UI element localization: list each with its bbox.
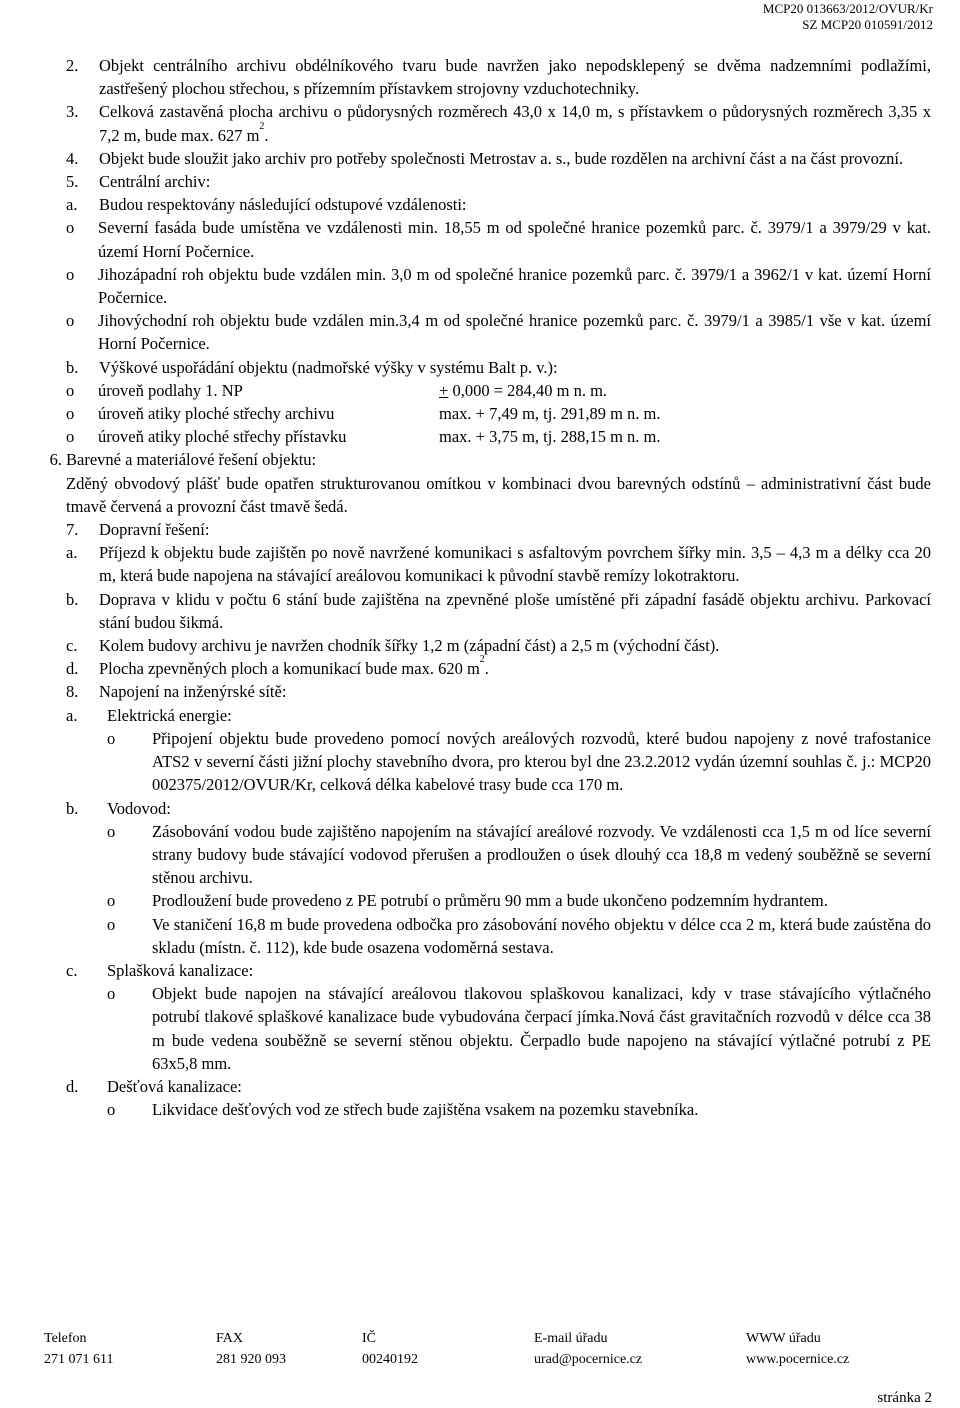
sub-text xyxy=(99,654,931,680)
group-a xyxy=(66,704,931,727)
sub-item xyxy=(66,588,931,634)
bullet-text: Objekt bude napojen na stávající areálovou tlakovou splaškovou kanalizaci, kdy v trase stávajícího výtlačného potrubí tlakové splaškové kanalizace bude vybudována čerpací jímka.Nová část gravitačních rozvodů v délce cca 38 m bude vedena souběžně se severní stěnou objektu. Čerpadlo bude napojeno na stávající výtlačné potrubí z PE 63x5,8 mm. xyxy=(152,984,931,1073)
bullet-mark: o xyxy=(107,821,116,841)
bullet-text: Jihovýchodní roh objektu bude vzdálen min.3,4 m od společné hranice pozemků parc. č. 3979/1 a 3985/1 vše v kat. území Horní Počernice. xyxy=(98,311,931,354)
item-text xyxy=(99,100,931,146)
level-cells xyxy=(98,402,931,425)
footer-ico: 00240192 xyxy=(362,1352,418,1367)
item-5 xyxy=(66,170,931,193)
level-cells xyxy=(98,425,931,448)
sub-item xyxy=(66,654,931,680)
group-mark: d. xyxy=(66,1076,79,1096)
item-number: 8. xyxy=(66,682,79,702)
sub-text: Příjezd k objektu bude zajištěn po nově navržené komunikaci s asfaltovým povrchem šířky min. 3,5 – 4,3 m a délky cca 20 m, která bude napojena na stávající areálovou komunikaci k původní stavbě remízy lokotraktoru. xyxy=(99,543,931,586)
bullet-text: Severní fasáda bude umístěna ve vzdálenosti min. 18,55 m od společné hranice pozemků parc. č. 3979/1 a 3979/29 v kat. území Horní Počernice. xyxy=(98,218,931,261)
sub-mark: d. xyxy=(66,659,79,679)
group-d xyxy=(66,1075,931,1098)
bullet-text: Připojení objektu bude provedeno pomocí nových areálových rozvodů, které budou napojeny z nové trafostanice ATS2 v severní části jižní plochy stavebního dvora, pro kterou byl dne 23.2.2012 vydán územní souhlas č. j.: MCP20 002375/2012/OVUR/Kr, celková délka kabelové trasy bude cca 170 m. xyxy=(152,728,931,795)
item-5-b xyxy=(66,356,931,379)
group-c xyxy=(66,959,931,982)
bullet-item xyxy=(66,263,931,309)
group-mark: c. xyxy=(66,960,78,980)
group-b xyxy=(66,797,931,820)
page-footer xyxy=(44,1328,904,1370)
bullet-mark: o xyxy=(107,914,116,934)
item-number: 4. xyxy=(66,148,79,168)
footer-labels xyxy=(44,1328,904,1349)
footer-label-phone: Telefon xyxy=(44,1331,87,1346)
bullet-text: Jihozápadní roh objektu bude vzdálen min. 3,0 m od společné hranice pozemků parc. č. 3979/1 a 3962/1 v kat. území Horní Počernice. xyxy=(98,264,931,308)
item-number: 5. xyxy=(66,172,79,192)
reference-line-2: SZ MCP20 010591/2012 xyxy=(802,17,933,32)
footer-label-www: WWW úřadu xyxy=(746,1331,821,1346)
bullet-mark: o xyxy=(66,427,75,447)
level-value xyxy=(439,379,931,402)
footer-label-email: E-mail úřadu xyxy=(534,1331,608,1346)
group-bullet xyxy=(66,913,931,959)
level-label: úroveň podlahy 1. NP xyxy=(98,380,243,400)
level-value-text: 0,000 = 284,40 m n. m. xyxy=(448,380,608,400)
footer-phone: 271 071 611 xyxy=(44,1352,114,1367)
footer-label-fax: FAX xyxy=(216,1331,243,1346)
sub-mark: b. xyxy=(66,589,79,609)
bullet-mark: o xyxy=(107,1100,116,1120)
item-number: 7. xyxy=(66,520,79,540)
superscript: 2 xyxy=(479,654,485,666)
bullet-mark: o xyxy=(66,264,75,284)
sub-text: Doprava v klidu v počtu 6 stání bude zajištěna na zpevněné ploše umístěné při západní fasádě objektu archivu. Parkovací stání budou šikmá. xyxy=(99,589,931,632)
superscript: 2 xyxy=(259,120,265,132)
footer-fax: 281 920 093 xyxy=(216,1352,286,1367)
group-bullet xyxy=(66,982,931,1075)
item-text-main: Celková zastavěná plocha archivu o půdorysných rozměrech 43,0 x 14,0 m, s přístavkem o půdorysných rozměrech 3,35 x 7,2 m, bude max. 627 m xyxy=(99,102,931,145)
group-title: Vodovod: xyxy=(107,798,171,818)
sub-text: Budou respektovány následující odstupové vzdálenosti: xyxy=(99,195,467,215)
item-title: Dopravní řešení: xyxy=(99,520,210,540)
document-body xyxy=(49,54,931,1121)
bullet-mark: o xyxy=(107,984,116,1004)
sub-text: Kolem budovy archivu je navržen chodník šířky 1,2 m (západní část) a 2,5 m (východní část). xyxy=(99,636,720,656)
item-4 xyxy=(66,147,931,170)
page-number: stránka 2 xyxy=(877,1390,932,1406)
reference-numbers xyxy=(763,1,933,33)
item-title: Napojení na inženýrské sítě: xyxy=(99,682,287,702)
level-value: max. + 3,75 m, tj. 288,15 m n. m. xyxy=(439,427,661,447)
group-bullet xyxy=(66,889,931,912)
sub-text-main: Plocha zpevněných ploch a komunikací bude max. 620 m xyxy=(99,659,480,679)
footer-www[interactable]: www.pocernice.cz xyxy=(746,1352,850,1367)
item-6 xyxy=(33,448,931,471)
bullet-mark: o xyxy=(66,311,75,331)
group-bullet xyxy=(66,727,931,797)
bullet-mark: o xyxy=(107,728,116,748)
bullet-item xyxy=(66,216,931,262)
footer-email[interactable]: urad@pocernice.cz xyxy=(534,1352,643,1367)
bullet-text: Ve staničení 16,8 m bude provedena odbočka pro zásobování nového objektu v délce cca 2 m, která bude zaústěna do skladu (místn. č. 112), kde bude osazena vodoměrná sestava. xyxy=(152,914,931,957)
group-title: Splašková kanalizace: xyxy=(107,960,254,980)
reference-line-1: MCP20 013663/2012/OVUR/Kr xyxy=(762,1,933,16)
level-row xyxy=(66,402,931,425)
item-title: Centrální archiv: xyxy=(99,172,211,192)
group-bullet xyxy=(66,820,931,890)
sub-item xyxy=(66,541,931,587)
sub-item xyxy=(66,634,931,657)
item-title: Barevné a materiálové řešení objektu: xyxy=(66,450,317,470)
footer-label-ico: IČ xyxy=(362,1331,376,1346)
level-cells xyxy=(98,379,931,402)
item-2 xyxy=(66,54,931,100)
plus-minus-sign: + xyxy=(439,380,449,400)
bullet-text: Prodloužení bude provedeno z PE potrubí o průměru 90 mm a bude ukončeno podzemním hydrantem. xyxy=(152,891,828,911)
item-6-text: Zděný obvodový plášť bude opatřen strukturovanou omítkou v kombinaci dvou barevných odstínů – administrativní část bude tmavě červená a provozní část tmavě šedá. xyxy=(66,473,931,516)
bullet-mark: o xyxy=(66,218,75,238)
item-number: 6. xyxy=(49,450,62,470)
item-number: 3. xyxy=(66,102,79,122)
footer-values xyxy=(44,1349,904,1370)
group-mark: a. xyxy=(66,705,78,725)
level-label: úroveň atiky ploché střechy přístavku xyxy=(98,427,347,447)
item-8 xyxy=(66,680,931,703)
level-row xyxy=(66,425,931,448)
level-value: max. + 7,49 m, tj. 291,89 m n. m. xyxy=(439,404,661,424)
bullet-mark: o xyxy=(66,380,75,400)
bullet-item xyxy=(66,309,931,355)
item-text-tail: . xyxy=(264,125,269,145)
sub-mark: c. xyxy=(66,636,78,656)
group-mark: b. xyxy=(66,798,79,818)
sub-text: Výškové uspořádání objektu (nadmořské výšky v systému Balt p. v.): xyxy=(99,357,558,377)
item-7-subs xyxy=(66,541,931,587)
item-3 xyxy=(66,100,931,146)
bullet-mark: o xyxy=(66,404,75,424)
item-text: Objekt centrálního archivu obdélníkového tvaru bude navržen jako nepodsklepený se dvěma nadzemními podlažími, zastřešený plochou střechou, s přízemním přístavkem strojovny vzduchotechniky. xyxy=(99,56,931,99)
sub-mark: a. xyxy=(66,195,78,215)
sub-mark: a. xyxy=(66,543,78,563)
group-title: Dešťová kanalizace: xyxy=(107,1076,242,1096)
bullet-text: Zásobování vodou bude zajištěno napojením na stávající areálové rozvody. Ve vzdálenosti cca 1,5 m od líce severní strany budovy bude stávající vodovod přerušen a prodloužen o úsek dlouhý cca 18,8 m vedený souběžně se severní stěnou archivu. xyxy=(152,821,931,888)
item-text: Objekt bude sloužit jako archiv pro potřeby společnosti Metrostav a. s., bude rozdělen na archivní část a na část provozní. xyxy=(99,148,904,168)
item-7 xyxy=(66,518,931,541)
item-number: 2. xyxy=(66,56,79,75)
sub-text-tail: . xyxy=(484,659,489,679)
sub-mark: b. xyxy=(66,357,79,377)
level-row xyxy=(66,379,931,402)
bullet-mark: o xyxy=(107,891,116,911)
bullet-text: Likvidace dešťových vod ze střech bude zajištěna vsakem na pozemku stavebníka. xyxy=(152,1100,699,1120)
group-bullet xyxy=(66,1098,931,1121)
group-title: Elektrická energie: xyxy=(107,705,232,725)
level-label: úroveň atiky ploché střechy archivu xyxy=(98,404,335,424)
item-5-a xyxy=(66,193,931,216)
